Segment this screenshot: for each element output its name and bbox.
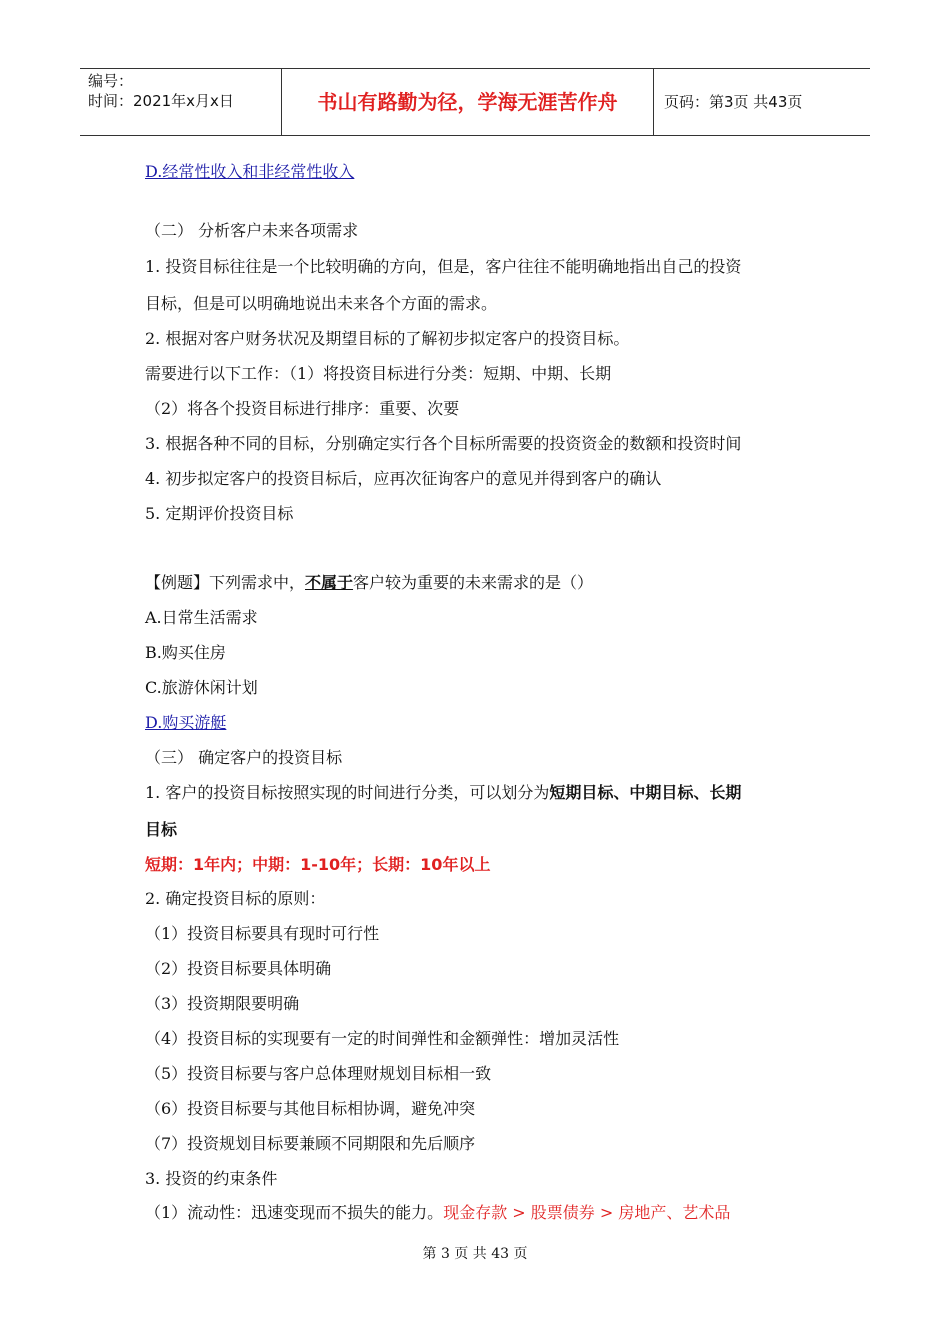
paragraph-line bbox=[145, 782, 741, 804]
example-question bbox=[145, 572, 593, 594]
paragraph-line: 3. 投资的约束条件 bbox=[145, 1169, 278, 1188]
page-footer: 第 3 页 共 43 页 bbox=[422, 1246, 528, 1262]
page-header bbox=[80, 68, 870, 136]
constraint-liquidity bbox=[145, 1202, 730, 1224]
paragraph-line: 3. 根据各种不同的目标，分别确定实行各个目标所需要的投资资金的数额和投资时间 bbox=[145, 434, 742, 453]
liquidity-ranking-highlight: 现金存款 > 股票债券 > 房地产、艺术品 bbox=[443, 1203, 731, 1222]
header-meta bbox=[80, 69, 282, 135]
header-page-info: 页码：第3页 共43页 bbox=[664, 93, 803, 111]
principle-item: （3）投资期限要明确 bbox=[145, 994, 300, 1013]
header-time-label: 时间：2021年x月x日 bbox=[88, 92, 234, 110]
goal-types-emphasis: 短期目标、中期目标、长期 bbox=[549, 783, 742, 802]
answer-link-d[interactable]: D.经常性收入和非经常性收入 bbox=[145, 162, 355, 181]
principle-item: （6）投资目标要与其他目标相协调，避免冲突 bbox=[145, 1099, 476, 1118]
option-c: C.旅游休闲计划 bbox=[145, 678, 258, 697]
constraint-liquidity-text: （1）流动性：迅速变现而不损失的能力。 bbox=[145, 1203, 444, 1222]
goal-periods-highlight: 短期：1年内；中期：1-10年；长期：10年以上 bbox=[145, 855, 491, 874]
paragraph-line: 2. 根据对客户财务状况及期望目标的了解初步拟定客户的投资目标。 bbox=[145, 329, 630, 348]
principle-item: （1）投资目标要具有现时可行性 bbox=[145, 924, 380, 943]
section-heading-3: （三） 确定客户的投资目标 bbox=[145, 748, 343, 767]
answer-link-option-d[interactable]: D.购买游艇 bbox=[145, 713, 227, 732]
paragraph-line: 2. 确定投资目标的原则： bbox=[145, 889, 326, 908]
principle-item: （5）投资目标要与客户总体理财规划目标相一致 bbox=[145, 1064, 492, 1083]
paragraph-line: 需要进行以下工作：（1）将投资目标进行分类：短期、中期、长期 bbox=[145, 364, 612, 383]
paragraph-line: 目标，但是可以明确地说出未来各个方面的需求。 bbox=[145, 294, 498, 313]
principle-item: （2）投资目标要具体明确 bbox=[145, 959, 332, 978]
paragraph-text: 1. 客户的投资目标按照实现的时间进行分类，可以划分为 bbox=[145, 783, 550, 802]
paragraph-line: （2）将各个投资目标进行排序：重要、次要 bbox=[145, 399, 460, 418]
example-question-suffix: 客户较为重要的未来需求的是（） bbox=[353, 573, 594, 592]
example-question-prefix: 【例题】下列需求中， bbox=[145, 573, 306, 592]
header-number-label: 编号： bbox=[88, 72, 134, 90]
option-b: B.购买住房 bbox=[145, 643, 226, 662]
principle-item: （7）投资规划目标要兼顾不同期限和先后顺序 bbox=[145, 1134, 476, 1153]
paragraph-line: 1. 投资目标往往是一个比较明确的方向，但是，客户往往不能明确地指出自己的投资 bbox=[145, 257, 742, 276]
paragraph-line: 4. 初步拟定客户的投资目标后，应再次征询客户的意见并得到客户的确认 bbox=[145, 469, 662, 488]
section-heading-2: （二） 分析客户未来各项需求 bbox=[145, 221, 359, 240]
principle-item: （4）投资目标的实现要有一定的时间弹性和金额弹性：增加灵活性 bbox=[145, 1029, 620, 1048]
goal-types-emphasis-cont: 目标 bbox=[145, 820, 178, 839]
header-motto: 书山有路勤为径，学海无涯苦作舟 bbox=[282, 69, 654, 135]
paragraph-line: 5. 定期评价投资目标 bbox=[145, 504, 294, 523]
example-question-emphasis: 不属于 bbox=[305, 573, 354, 592]
option-a: A.日常生活需求 bbox=[145, 608, 258, 627]
